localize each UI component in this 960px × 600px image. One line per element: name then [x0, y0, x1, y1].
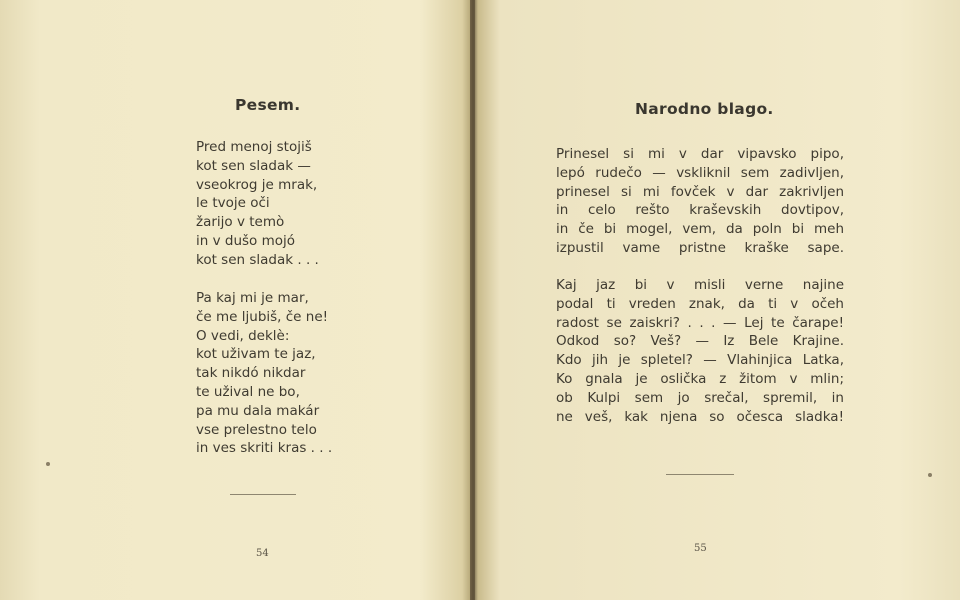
- left-stanza-1: [196, 138, 319, 270]
- poem-line: žarijo v temò: [196, 214, 285, 231]
- poem-line: in ves skriti kras . . .: [196, 440, 333, 457]
- poem-line: te užival ne bo,: [196, 383, 300, 400]
- poem-line: in v dušo mojó: [196, 232, 296, 249]
- poem-line: Pred menoj stojiš: [196, 139, 312, 155]
- right-end-rule: [666, 474, 734, 475]
- right-page-title: Narodno blago.: [635, 100, 774, 118]
- poem-line: ob Kulpi sem jo srečal, spremil, in: [556, 389, 844, 406]
- poem-line: O vedi, deklè:: [196, 327, 290, 344]
- poem-line: podal ti vreden znak, da ti v očeh: [556, 295, 844, 312]
- poem-line: le tvoje oči: [196, 195, 270, 212]
- left-page-title: Pesem.: [235, 96, 301, 114]
- right-stanza-2: [556, 276, 844, 426]
- poem-line: Pa kaj mi je mar,: [196, 290, 309, 306]
- poem-line: pa mu dala makár: [196, 402, 320, 419]
- poem-line: lepó rudečo — vskliknil sem zadivljen,: [556, 164, 844, 181]
- paper-speck: [46, 462, 50, 466]
- poem-line: kot uživam te jaz,: [196, 346, 316, 363]
- right-stanza-1: [556, 145, 844, 258]
- poem-line: vse prelestno telo: [196, 421, 317, 438]
- poem-line: prinesel si mi fovček v dar zakrivljen: [556, 183, 844, 200]
- poem-line: če me ljubiš, če ne!: [196, 308, 329, 325]
- poem-line: in če bi mogel, vem, da poln bi meh: [556, 221, 844, 238]
- paper-speck: [928, 473, 932, 477]
- left-page-number: 54: [256, 548, 269, 559]
- poem-line: tak nikdó nikdar: [196, 365, 306, 382]
- right-page: [476, 0, 960, 600]
- poem-line: Odkod so? Veš? — Iz Bele Krajine.: [556, 333, 844, 350]
- poem-line: Kaj jaz bi v misli verne najine: [556, 277, 844, 293]
- poem-line: ne veš, kak njena so očesca sladka!: [556, 408, 844, 425]
- left-stanza-2: [196, 289, 332, 458]
- left-page: [0, 0, 472, 600]
- book-gutter: [470, 0, 475, 600]
- poem-line: kot sen sladak . . .: [196, 251, 319, 268]
- poem-line: kot sen sladak —: [196, 157, 311, 174]
- left-end-rule: [230, 494, 296, 495]
- poem-line: izpustil vame pristne kraške sape.: [556, 239, 844, 256]
- poem-line: in celo rešto kraševskih dovtipov,: [556, 202, 844, 219]
- poem-line: vseokrog je mrak,: [196, 176, 318, 193]
- poem-line: Kdo jih je spletel? — Vlahinjica Latka,: [556, 352, 844, 369]
- poem-line: Ko gnala je oslička z žitom v mlin;: [556, 370, 844, 387]
- poem-line: Prinesel si mi v dar vipavsko pipo,: [556, 146, 844, 162]
- poem-line: radost se zaiskri? . . . — Lej te čarape!: [556, 314, 844, 331]
- right-page-number: 55: [694, 543, 707, 554]
